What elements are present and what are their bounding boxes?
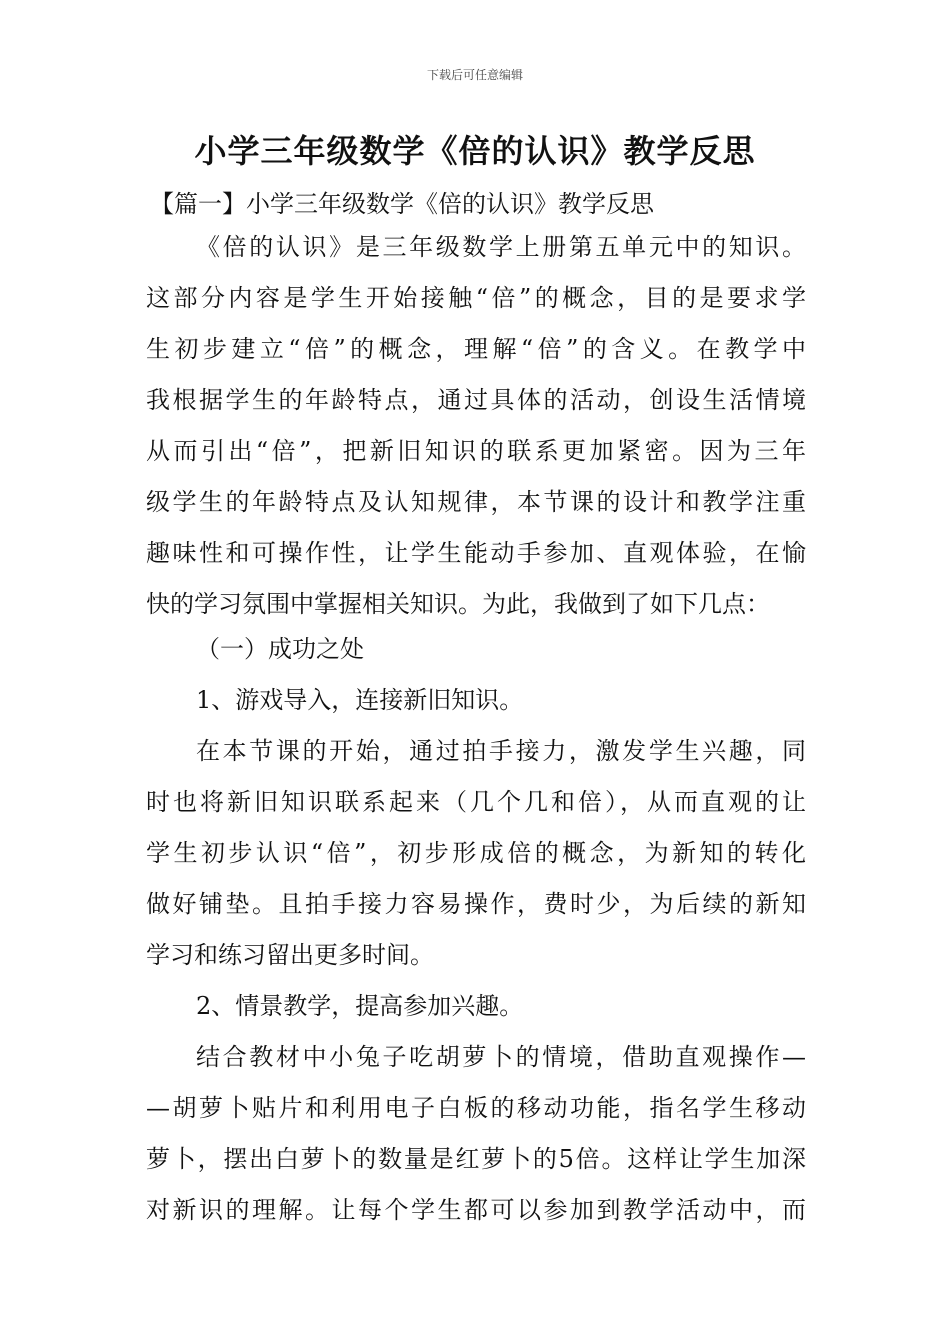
paragraph-line: 从而引出“倍”，把新旧知识的联系更加紧密。因为三年 (146, 437, 806, 465)
paragraph-line: 时也将新旧知识联系起来（几个几和倍），从而直观的让 (146, 788, 806, 816)
paragraph-line: 生初步建立“倍”的概念，理解“倍”的含义。在教学中 (146, 335, 806, 363)
paragraph-line: 我根据学生的年龄特点，通过具体的活动，创设生活情境 (146, 386, 806, 414)
paragraph-line: 《倍的认识》是三年级数学上册第五单元中的知识。 (196, 233, 806, 261)
subsection-heading: 1、游戏导入，连接新旧知识。 (196, 686, 524, 714)
section-subtitle: 【篇一】小学三年级数学《倍的认识》教学反思 (150, 190, 654, 218)
paragraph-line: 趣味性和可操作性，让学生能动手参加、直观体验，在愉 (146, 539, 806, 567)
page-header-note: 下载后可任意编辑 (426, 68, 523, 82)
section-heading: （一）成功之处 (196, 635, 364, 663)
paragraph-line: 学习和练习留出更多时间。 (146, 941, 434, 969)
document-title: 小学三年级数学《倍的认识》教学反思 (194, 132, 756, 170)
paragraph-line: 学生初步认识“倍”，初步形成倍的概念，为新知的转化 (146, 839, 806, 867)
paragraph-line: 萝卜，摆出白萝卜的数量是红萝卜的5倍。这样让学生加深 (146, 1145, 806, 1173)
subsection-heading: 2、情景教学，提高参加兴趣。 (196, 992, 524, 1020)
paragraph-line: 级学生的年龄特点及认知规律，本节课的设计和教学注重 (146, 488, 806, 516)
paragraph-line: 在本节课的开始，通过拍手接力，激发学生兴趣，同 (196, 737, 806, 765)
paragraph-line: 快的学习氛围中掌握相关知识。为此，我做到了如下几点： (146, 590, 770, 618)
paragraph-line: —胡萝卜贴片和利用电子白板的移动功能，指名学生移动 (146, 1094, 806, 1122)
paragraph-line: 对新识的理解。让每个学生都可以参加到教学活动中，而 (146, 1196, 806, 1224)
paragraph-line: 这部分内容是学生开始接触“倍”的概念，目的是要求学 (146, 284, 806, 312)
paragraph-line: 做好铺垫。且拍手接力容易操作，费时少，为后续的新知 (146, 890, 806, 918)
paragraph-line: 结合教材中小兔子吃胡萝卜的情境，借助直观操作— (196, 1043, 806, 1071)
